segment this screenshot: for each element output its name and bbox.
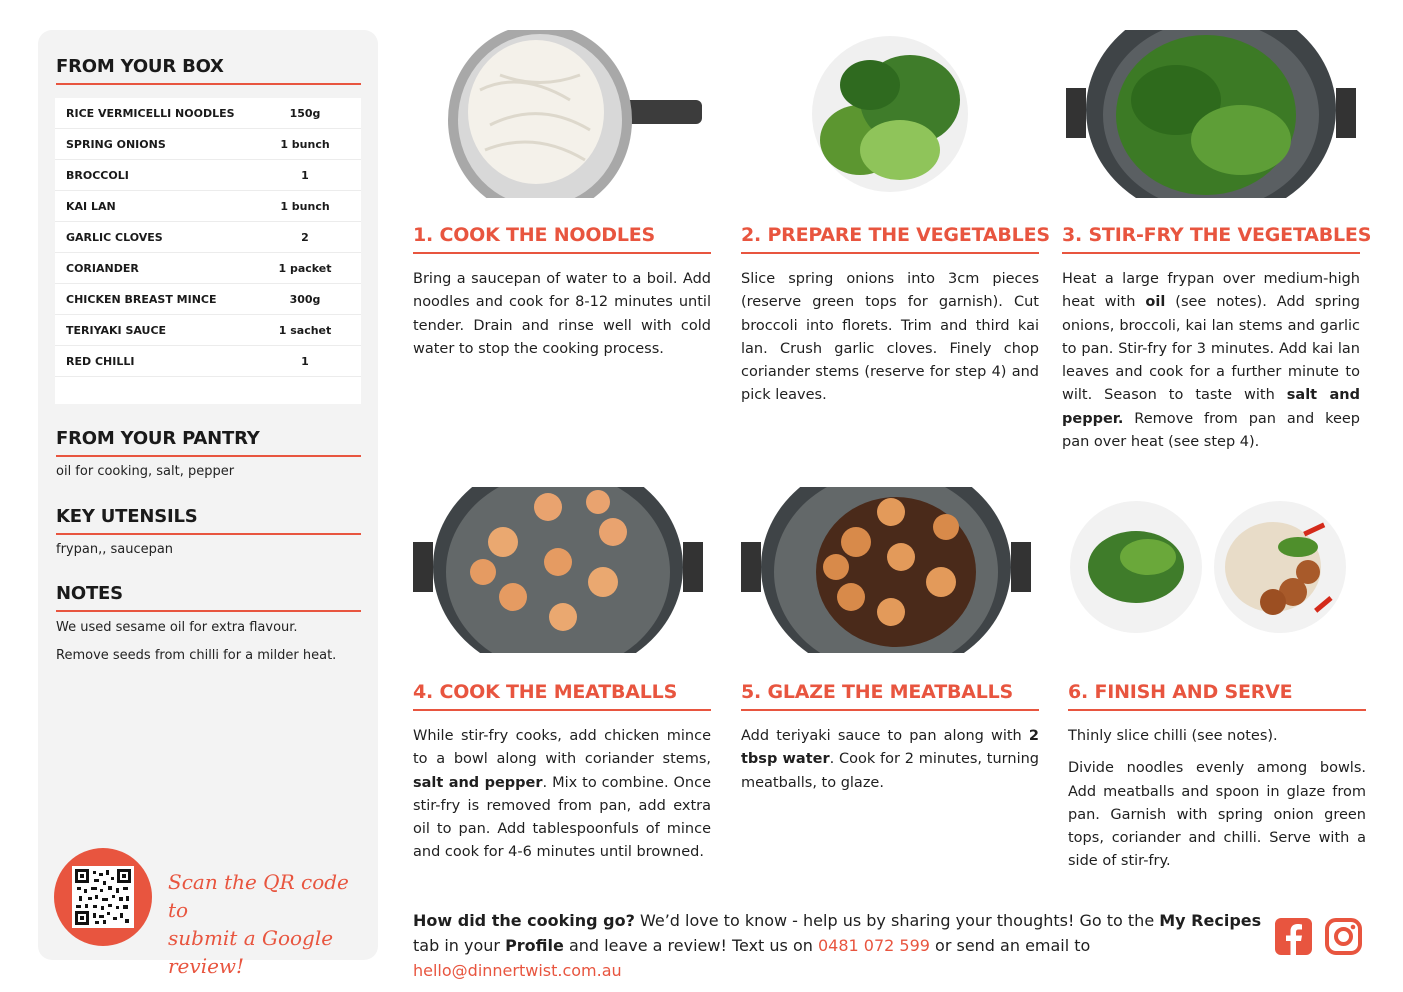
box-ingredients-table (55, 98, 361, 404)
step-body: Bring a saucepan of water to a boil. Add noodles and cook for 8-12 minutes until tender. Drain and rinse well with cold water to stop the cooking process. (413, 271, 711, 357)
noodles-saucepan-photo (440, 30, 702, 198)
step-title: 6. FINISH AND SERVE (1068, 681, 1366, 711)
from-your-pantry-heading: FROM YOUR PANTRY (56, 428, 361, 457)
stir-fry-vegetables-photo (1066, 30, 1356, 198)
from-your-box-heading: FROM YOUR BOX (56, 56, 361, 85)
table-row: CORIANDER 1 packet (55, 253, 361, 284)
qr-code-badge[interactable] (54, 848, 152, 946)
scan-qr-prompt: Scan the QR code to submit a Google review! (168, 870, 349, 978)
ingredients-panel (38, 30, 378, 978)
step-6 (1068, 681, 1366, 883)
step-title: 5. GLAZE THE MEATBALLS (741, 681, 1039, 711)
step-title: 3. STIR-FRY THE VEGETABLES (1062, 224, 1360, 254)
utensils-text: frypan,, saucepan (56, 542, 174, 557)
qr-code[interactable] (72, 866, 134, 928)
table-row: TERIYAKI SAUCE 1 sachet (55, 315, 361, 346)
phone-link[interactable]: 0481 072 599 (817, 936, 930, 955)
table-row: GARLIC CLOVES 2 (55, 222, 361, 253)
key-utensils-heading: KEY UTENSILS (56, 506, 361, 535)
step-title: 2. PREPARE THE VEGETABLES (741, 224, 1039, 254)
step-body: While stir-fry cooks, add chicken mince to a bowl along with coriander stems, salt and pepper. Mix to combine. Once stir-fry is removed from pan, add extra oil to pan. Add tablespoonfuls of mince and cook for 4-6 minutes until browned. (413, 728, 712, 861)
step-4 (413, 681, 711, 874)
email-link[interactable]: hello@dinnertwist.com.au (413, 961, 622, 980)
table-row: SPRING ONIONS 1 bunch (55, 129, 361, 160)
table-row: CHICKEN BREAST MINCE 300g (55, 284, 361, 315)
step-1 (413, 224, 711, 370)
pantry-text: oil for cooking, salt, pepper (56, 464, 235, 479)
table-row: RED CHILLI 1 (55, 346, 361, 377)
instagram-icon[interactable] (1325, 918, 1362, 955)
chopped-vegetables-photo (800, 30, 980, 198)
plated-dish-photo (1068, 497, 1348, 637)
step-body: Heat a large frypan over medium-high heat with oil (see notes). Add spring onions, broccoli, kai lan stems and garlic to pan. Stir-fry for 3 minutes. Add kai lan leaves and cook for a further minute to wilt. Season to taste with salt and pepper. Remove from pan and keep pan over heat (see step 4). (1062, 271, 1361, 451)
table-row: KAI LAN 1 bunch (55, 191, 361, 222)
note-text: Remove seeds from chilli for a milder heat. (56, 648, 337, 663)
glazed-meatballs-photo (741, 487, 1031, 653)
table-row: RICE VERMICELLI NOODLES 150g (55, 98, 361, 129)
step-body: Thinly slice chilli (see notes). Divide noodles evenly among bowls. Add meatballs and spoon in glaze from pan. Garnish with spring onion green tops, coriander and chilli. Serve with a side of stir-fry. (1068, 728, 1366, 870)
cooking-meatballs-photo (413, 487, 703, 653)
review-prompt: How did the cooking go? We’d love to know - help us by sharing your thoughts! Go to the My Recipes tab in your Profile and leave a review! Text us on 0481 072 599 or send an email to hello@dinnertwist.com.au (413, 911, 1262, 980)
step-body: Slice spring onions into 3cm pieces (reserve green tops for garnish). Cut broccoli into florets. Trim and third kai lan. Crush garlic cloves. Finely chop coriander stems (reserve for step 4) and pick leaves. (741, 271, 1039, 404)
notes-heading: NOTES (56, 583, 361, 612)
step-body: Add teriyaki sauce to pan along with 2 tbsp water. Cook for 2 minutes, turning meatballs, to glaze. (741, 728, 1039, 791)
note-text: We used sesame oil for extra flavour. (56, 620, 298, 635)
step-5 (741, 681, 1039, 804)
table-row: BROCCOLI 1 (55, 160, 361, 191)
step-title: 1. COOK THE NOODLES (413, 224, 711, 254)
step-3 (1062, 224, 1372, 463)
step-2 (741, 224, 1050, 417)
step-title: 4. COOK THE MEATBALLS (413, 681, 711, 711)
facebook-icon[interactable] (1275, 918, 1312, 955)
